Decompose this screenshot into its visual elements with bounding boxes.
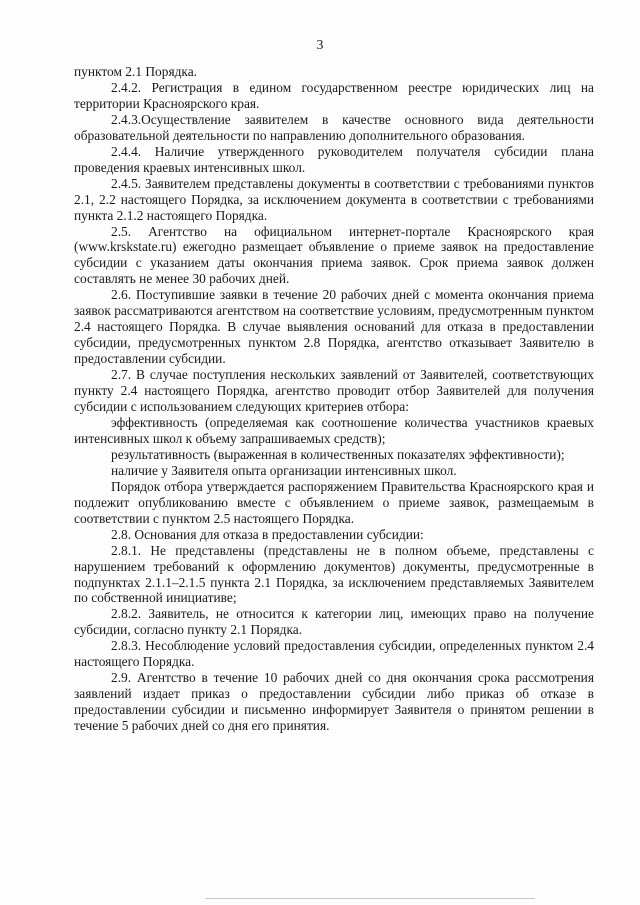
paragraph-2-9: 2.9. Агентство в течение 10 рабочих дней со дня окончания срока рассмотрения заявлений издает приказ о предоставлении субсидии либо приказ об отказе в предоставлении субсидии и письменно информирует Заявителя о принятом решении в течение 5 рабочих дней со дня его принятия.	[74, 670, 594, 734]
criterion-performance: результативность (выраженная в количественных показателях эффективности);	[111, 446, 565, 462]
paragraph-continuation: пунктом 2.1 Порядка.	[74, 64, 198, 79]
criterion-effectiveness: эффективность (определяемая как соотношение количества участников краевых интенсивных школ к объему запрашиваемых средств);	[74, 414, 594, 446]
document-body	[74, 64, 594, 734]
paragraph-2-6: 2.6. Поступившие заявки в течение 20 рабочих дней с момента окончания приема заявок рассматриваются агентством на соответствие условиям, предусмотренным пунктом 2.4 настоящего Порядка. В случае выявления оснований для отказа в предоставлении субсидии, предусмотренных пунктом 2.8 Порядка, агентство отказывает Заявителю в предоставлении субсидии.	[74, 287, 594, 367]
paragraph-2-5: 2.5. Агентство на официальном интернет-портале Красноярского края (www.krskstate.ru) ежегодно размещает объявление о приеме заявок на предоставление субсидии с указанием даты окончания приема заявок. Срок приема заявок должен составлять не менее 30 рабочих дней.	[74, 223, 594, 287]
paragraph-2-4-2: 2.4.2. Регистрация в едином государственном реестре юридических лиц на территории Красноярского края.	[74, 79, 594, 111]
paragraph-2-8-3: 2.8.3. Несоблюдение условий предоставления субсидии, определенных пунктом 2.4 настоящего Порядка.	[74, 638, 594, 670]
paragraph-2-8-1: 2.8.1. Не представлены (представлены не в полном объеме, представлены с нарушением требований к оформлению документов) документы, предусмотренные в подпунктах 2.1.1–2.1.5 пункта 2.1 Порядка, за исключением представляемых Заявителем по собственной инициативе;	[74, 542, 594, 606]
criterion-experience: наличие у Заявителя опыта организации интенсивных школ.	[111, 462, 457, 478]
paragraph-2-8: 2.8. Основания для отказа в предоставлении субсидии:	[111, 526, 424, 542]
page-number: 3	[316, 37, 324, 52]
paragraph-2-7: 2.7. В случае поступления нескольких заявлений от Заявителей, соответствующих пункту 2.4 настоящего Порядка, агентство проводит отбор Заявителей для получения субсидии с использованием следующих критериев отбора:	[74, 367, 594, 415]
scan-edge-line	[205, 898, 535, 899]
paragraph-2-4-5: 2.4.5. Заявителем представлены документы в соответствии с требованиями пунктов 2.1, 2.2 настоящего Порядка, за исключением документа в соответствии с требованиями пункта 2.1.2 настоящего Порядка.	[74, 175, 594, 223]
paragraph-2-4-4: 2.4.4. Наличие утвержденного руководителем получателя субсидии плана проведения краевых интенсивных школ.	[74, 143, 594, 175]
paragraph-2-4-3: 2.4.3.Осуществление заявителем в качестве основного вида деятельности образовательной деятельности по направлению дополнительного образования.	[74, 111, 594, 143]
paragraph-2-8-2: 2.8.2. Заявитель, не относится к категории лиц, имеющих право на получение субсидии, согласно пункту 2.1 Порядка.	[74, 606, 594, 638]
paragraph-selection-procedure: Порядок отбора утверждается распоряжением Правительства Красноярского края и подлежит опубликованию вместе с объявлением о приеме заявок, размещаемым в соответствии с пунктом 2.5 настоящего Порядка.	[74, 478, 594, 526]
